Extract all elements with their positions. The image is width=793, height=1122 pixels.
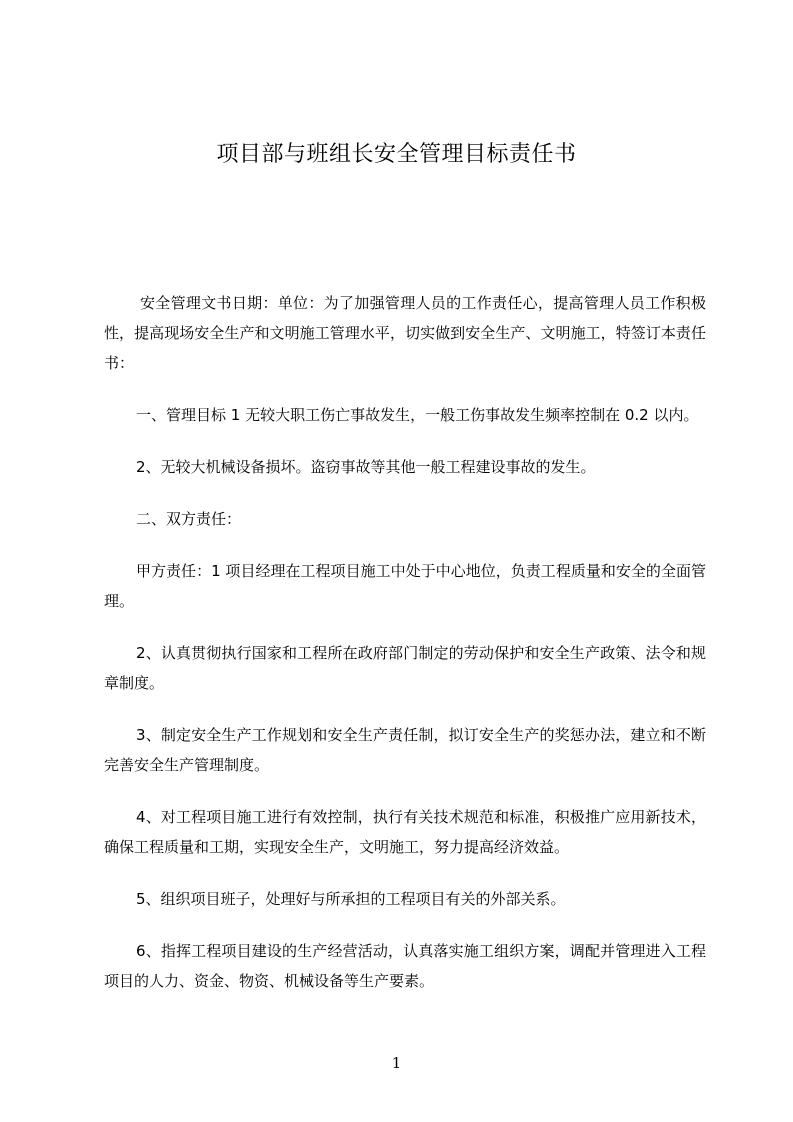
party-a-responsibility-3: 3、制定安全生产工作规划和安全生产责任制，拟订安全生产的奖惩办法，建立和不断完善安全生产管理制度。 [104,726,706,774]
section-heading-responsibilities: 二、双方责任： [136,510,242,528]
management-goal-paragraph: 一、管理目标 1 无较大职工伤亡事故发生，一般工伤事故发生频率控制在 0.2 以内。 [136,406,699,424]
document-body [104,288,706,1018]
party-a-responsibility-6: 6、指挥工程项目建设的生产经营活动，认真落实施工组织方案，调配并管理进入工程项目的人力、资金、物资、机械设备等生产要素。 [104,942,706,990]
intro-paragraph: 安全管理文书日期：单位：为了加强管理人员的工作责任心，提高管理人员工作积极性，提高现场安全生产和文明施工管理水平，切实做到安全生产、文明施工，特签订本责任书： [104,294,706,372]
party-a-responsibility-1: 甲方责任：1 项目经理在工程项目施工中处于中心地位，负责工程质量和安全的全面管理。 [104,562,706,610]
party-a-responsibility-4: 4、对工程项目施工进行有效控制，执行有关技术规范和标准，积极推广应用新技术，确保工程质量和工期，实现安全生产，文明施工，努力提高经济效益。 [104,808,706,856]
goal-item-2-paragraph: 2、无较大机械设备损坏。盗窃事故等其他一般工程建设事故的发生。 [136,458,596,476]
page-number: 1 [391,1054,402,1072]
document-title: 项目部与班组长安全管理目标责任书 [216,142,577,167]
party-a-responsibility-5: 5、组织项目班子，处理好与所承担的工程项目有关的外部关系。 [136,890,566,908]
party-a-responsibility-2: 2、认真贯彻执行国家和工程所在政府部门制定的劳动保护和安全生产政策、法令和规章制度。 [104,644,706,692]
